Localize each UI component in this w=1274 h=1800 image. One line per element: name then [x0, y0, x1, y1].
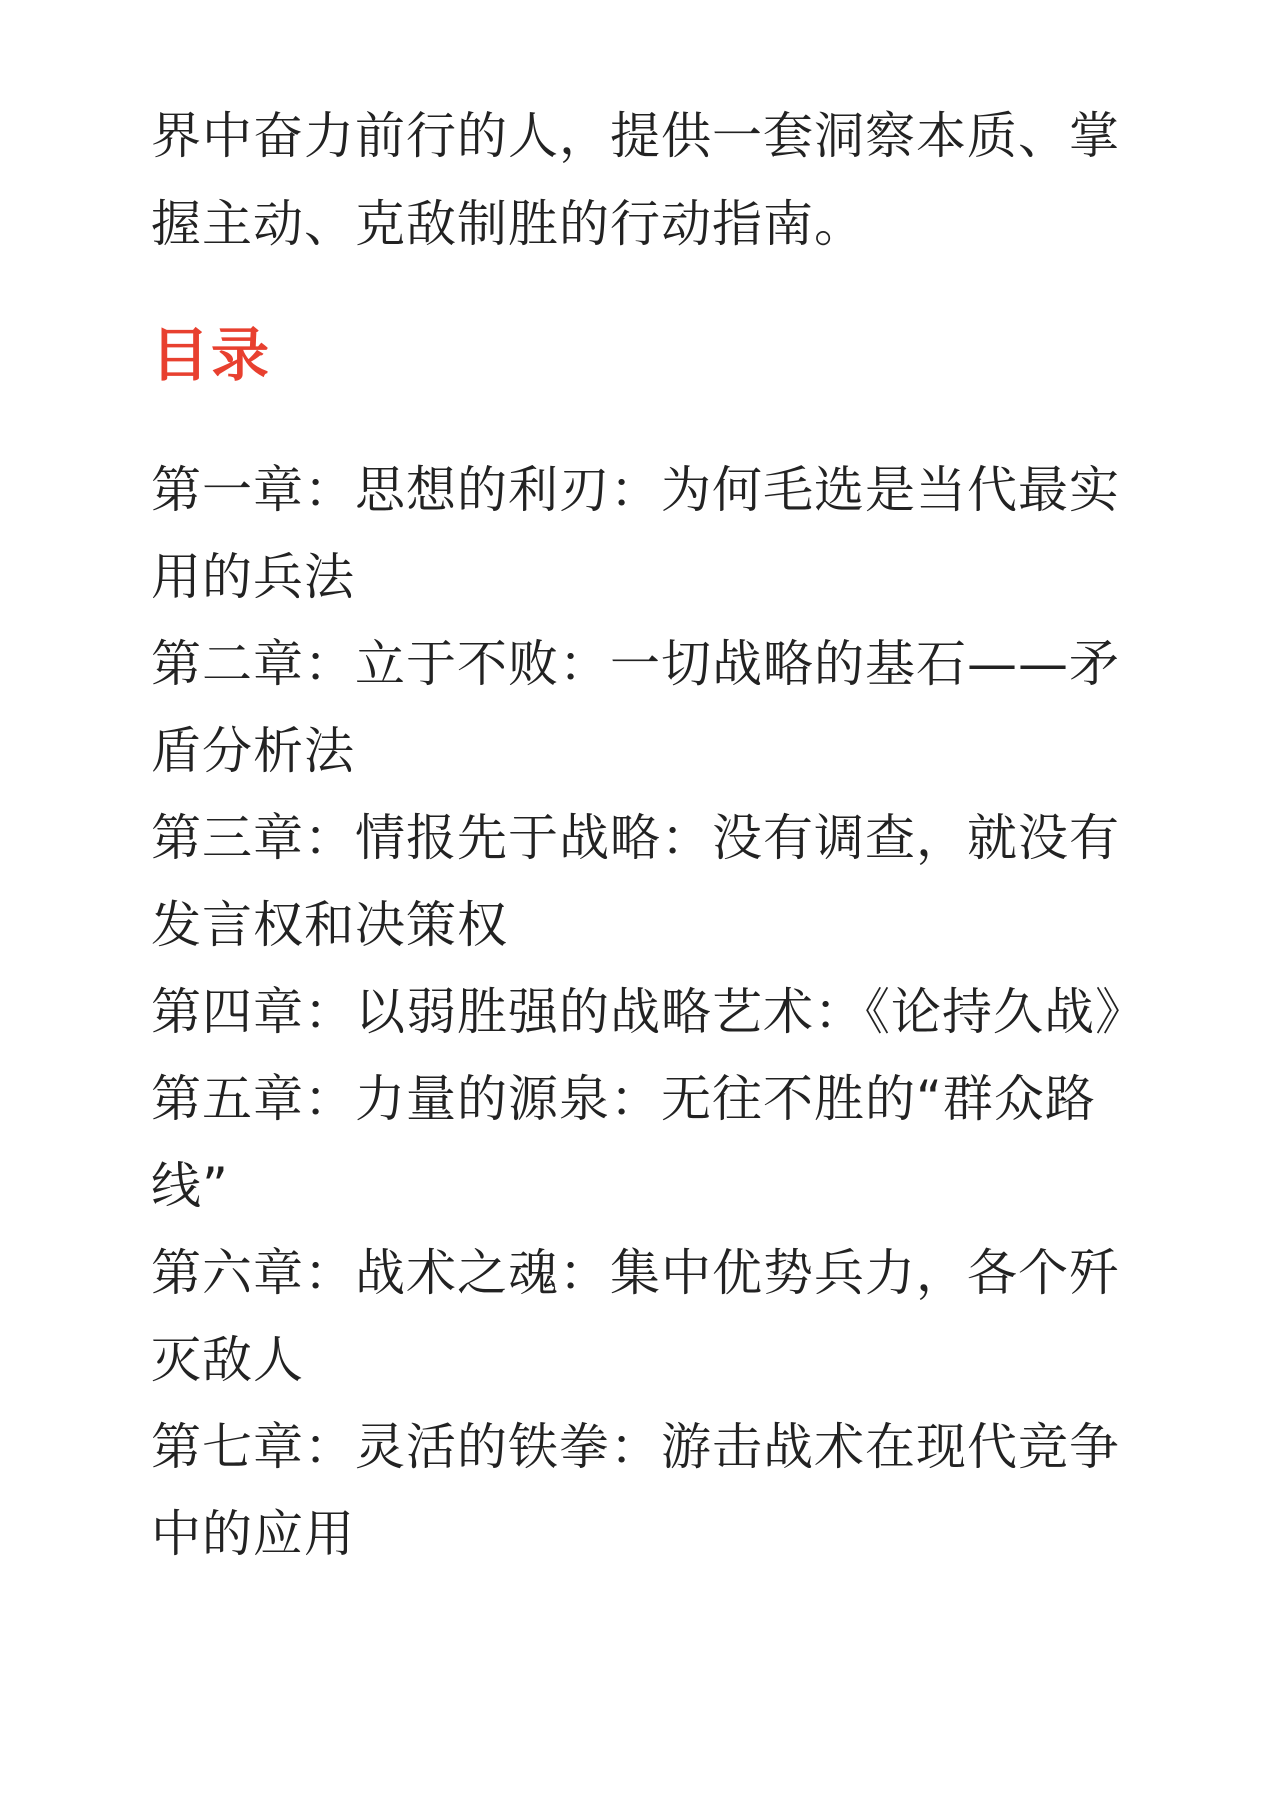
toc-heading: 目录 [151, 321, 272, 389]
toc-item-chapter-1: 第一章：思想的利刃：为何毛选是当代最实用的兵法 [151, 461, 1120, 606]
toc-item-chapter-3: 第三章：情报先于战略：没有调查，就没有发言权和决策权 [151, 809, 1120, 954]
document-page [151, 92, 1146, 1578]
toc-list [151, 447, 1146, 1578]
toc-item-chapter-6: 第六章：战术之魂：集中优势兵力，各个歼灭敌人 [151, 1244, 1120, 1389]
intro-paragraph: 界中奋力前行的人，提供一套洞察本质、掌握主动、克敌制胜的行动指南。 [151, 107, 1120, 253]
toc-item-chapter-2: 第二章：立于不败：一切战略的基石——矛盾分析法 [151, 635, 1120, 780]
toc-item-chapter-7: 第七章：灵活的铁拳：游击战术在现代竞争中的应用 [151, 1418, 1120, 1563]
toc-item-chapter-4: 第四章：以弱胜强的战略艺术：《论持久战》 [151, 983, 1146, 1041]
toc-item-chapter-5: 第五章：力量的源泉：无往不胜的“群众路线” [151, 1070, 1096, 1215]
